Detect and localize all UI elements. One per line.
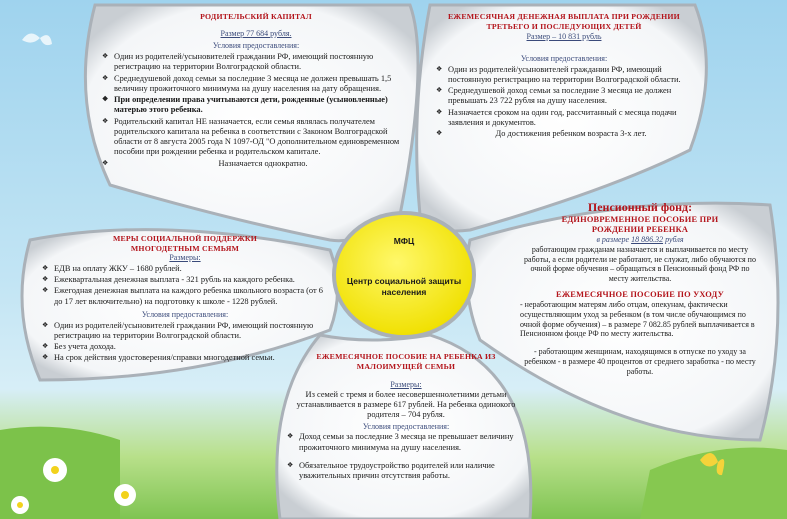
monthly-third-conditions-label: Условия предоставления: (520, 53, 608, 63)
list-item: ❖ Один из родителей/усыновителей граждании РФ, имеющий постоянную регистрацию на территории Волгоградской области. (114, 52, 412, 73)
list-item: ❖ Назначается сроком на один год, рассчитанный с месяца подачи заявления и документов. (448, 108, 694, 129)
low-income-sizes-label: Размеры: (390, 380, 422, 389)
large-family-title: МЕРЫ СОЦИАЛЬНОЙ ПОДДЕРЖКИ МНОГОДЕТНЫМ СЕМЬЯМ (112, 234, 258, 253)
care-allowance-title: ЕЖЕМЕСЯЧНОЕ ПОСОБИЕ ПО УХОДУ (556, 289, 724, 299)
low-income-section (285, 352, 527, 482)
list-item: ❖ Один из родителей/усыновителей граждании РФ, имеющий постоянную регистрацию на территории Волгоградской области. (448, 65, 694, 86)
list-item: ❖ Обязательное трудоустройство родителей или наличие уважительных причин отсутствия работы. (299, 461, 527, 482)
large-family-conditions-label: Условия предоставления: (141, 309, 229, 319)
maternal-conditions-label: Условия предоставления: (212, 41, 300, 51)
maternal-capital-section (100, 12, 412, 170)
care-allowance-text-2: - работающим женщинам, находящимся в отпуске по уходу за ребенком - в размере 40 процентов от среднего заработка - по месту работы. (524, 347, 756, 376)
center-name: Центр социальной защиты населения (346, 276, 462, 297)
monthly-third-size: Размер – 10 831 рубль (526, 32, 602, 41)
list-item: ❖ Доход семьи за последние 3 месяца не превышает величину прожиточного минимума на душу населения. (299, 432, 527, 453)
large-family-section (40, 234, 330, 365)
low-income-sizes-text: Из семей с тремя и более несовершеннолетними детьми устанавливается в размере 617 рублей. На ребенка одинокого родителя – 704 рубля. (296, 389, 516, 420)
monthly-third-conditions-list (434, 65, 694, 140)
lump-sum-size-value: 18 886.32 (631, 235, 664, 245)
list-item: ❖ Среднедушевой доход семьи за последние 3 месяца не должен превышать 23 722 рубля на душу населения. (448, 86, 694, 107)
maternal-capital-title: РОДИТЕЛЬСКИЙ КАПИТАЛ (200, 12, 312, 21)
list-item: ❖ Назначается однократно. (114, 159, 412, 169)
low-income-title: ЕЖЕМЕСЯЧНОЕ ПОСОБИЕ НА РЕБЕНКА ИЗ МАЛОИМУЩЕЙ СЕМЬИ (316, 352, 496, 371)
list-item: ❖ Среднедушевой доход семьи за последние 3 месяца не должен превышать 1,5 величину прожиточного минимума на душу населения на дату обращения. (114, 74, 412, 95)
list-item: ❖ При определении права учитываются дети, рожденные (усыновленные) матерью этого ребенка. (114, 95, 412, 116)
monthly-third-title: ЕЖЕМЕСЯЧНАЯ ДЕНЕЖНАЯ ВЫПЛАТА ПРИ РОЖДЕНИИ ТРЕТЬЕГО И ПОСЛЕДУЮЩИХ ДЕТЕЙ (448, 12, 680, 31)
list-item: ❖ ЕДВ на оплату ЖКУ – 1680 рублей. (54, 264, 330, 274)
low-income-conditions-list (285, 432, 527, 481)
lump-sum-size-prefix: в размере (596, 235, 630, 245)
center-title: МФЦ (393, 236, 415, 246)
list-item: ❖ Родительский капитал НЕ назначается, если семья являлась получателем родительского капитала на ребенка в соответствии с Законом Волгоградской области от 8 августа 2005 года N 1097-ОД "О дополнительном единовременном пособии при рождении ребенка и родительском капитале. (114, 117, 412, 158)
pension-fund-section (520, 200, 760, 376)
care-allowance-text-1: - неработающим матерям либо отцам, опекунам, фактически осуществляющим уход за ребенком (в том числе обучающимся по очной форме обучения) – в размере 7 082.85 рублей выплачивается в Пенсионном фонде РФ по месту жительства. (520, 300, 755, 339)
lump-sum-size-suffix: рубля (665, 235, 684, 245)
large-family-sizes-label: Размеры: (169, 253, 201, 262)
list-item: ❖ На срок действия удостоверения/справки многодетной семьи. (54, 353, 330, 363)
maternal-capital-size: Размер 77 684 рубля. (220, 28, 292, 38)
list-item: ❖ До достижения ребенком возраста 3-х лет. (448, 129, 694, 139)
list-item: ❖ Без учета дохода. (54, 342, 330, 352)
large-family-sizes-list (40, 264, 330, 307)
center-label (344, 236, 464, 297)
pension-fund-heading: Пенсионный фонд: (587, 200, 693, 214)
list-item: ❖ Один из родителей/усыновителей граждании РФ, имеющий постоянную регистрацию на территории Волгоградской области. (54, 321, 330, 342)
list-item: ❖ Ежеквартальная денежная выплата - 321 рубль на каждого ребенка. (54, 275, 330, 285)
low-income-conditions-label: Условия предоставления: (362, 421, 450, 431)
butterfly-icon-left (22, 33, 52, 45)
monthly-third-child-section (434, 12, 694, 140)
lump-sum-text: работающим гражданам назначается и выплачивается по месту работы, а если родители не работают, не служат, либо обучаются по очной форме обучения – обращаться в Пенсионный фонд РФ по месту жительства. (524, 244, 756, 284)
list-item: ❖ Ежегодная денежная выплата на каждого ребенка школьного возраста (от 6 до 17 лет включительно) на подготовку к школе - 1228 рублей. (54, 286, 330, 307)
maternal-conditions-list (100, 52, 412, 169)
lump-sum-title: ЕДИНОВРЕМЕННОЕ ПОСОБИЕ ПРИ РОЖДЕНИИ РЕБЕНКА (561, 214, 719, 234)
